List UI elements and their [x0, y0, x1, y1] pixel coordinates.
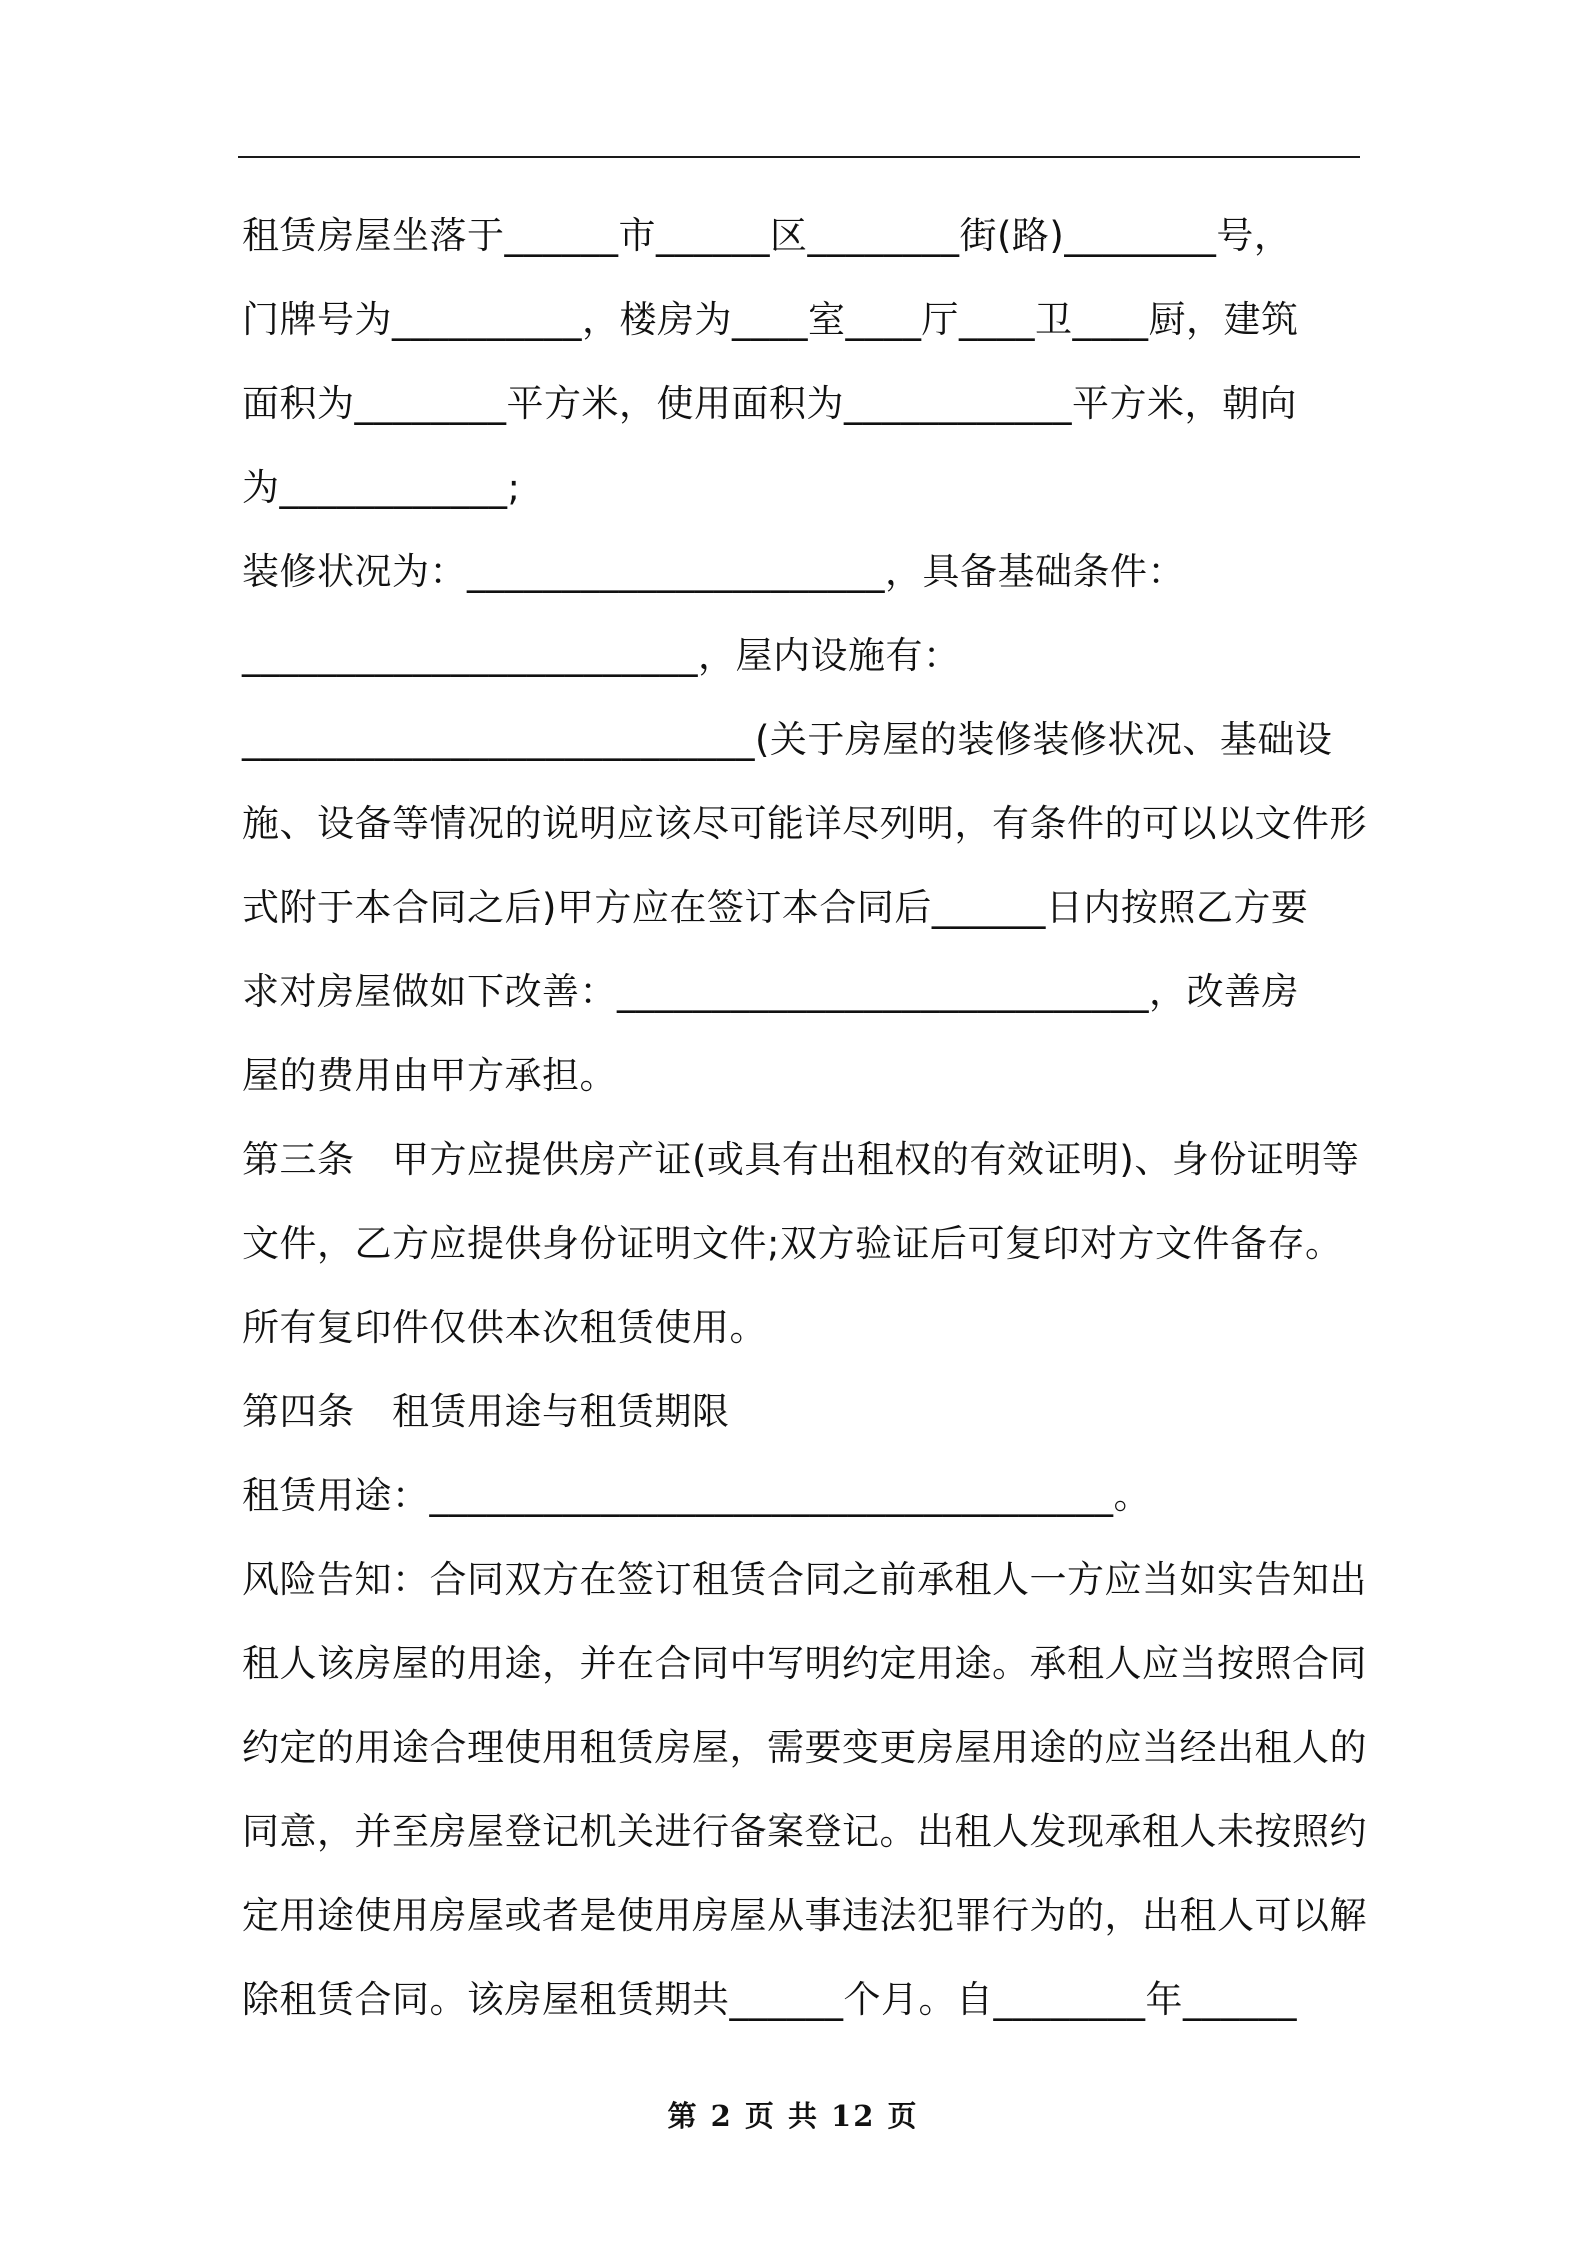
text-line: 装修状况为：______________________，具备基础条件：: [242, 550, 1185, 593]
article-4-heading: 第四条 租赁用途与租赁期限: [242, 1390, 730, 1433]
text-line: 约定的用途合理使用租赁房屋，需要变更房屋用途的应当经出租人的: [242, 1726, 1367, 1769]
text-line: 定用途使用房屋或者是使用房屋从事违法犯罪行为的，出租人可以解: [242, 1894, 1367, 1937]
text-line: 所有复印件仅供本次租赁使用。: [242, 1306, 767, 1349]
text-line: 租人该房屋的用途，并在合同中写明约定用途。承租人应当按照合同: [242, 1642, 1367, 1685]
text-line: 文件，乙方应提供身份证明文件;双方验证后可复印对方文件备存。: [242, 1222, 1343, 1265]
risk-notice-line: 风险告知：合同双方在签订租赁合同之前承租人一方应当如实告知出: [242, 1558, 1367, 1601]
text-line: 除租赁合同。该房屋租赁期共______个月。自________年______: [242, 1978, 1297, 2021]
text-line: 面积为________平方米，使用面积为____________平方米，朝向: [242, 382, 1297, 425]
text-line: 为____________;: [242, 466, 521, 509]
text-line: 式附于本合同之后)甲方应在签订本合同后______日内按照乙方要: [242, 886, 1309, 929]
text-line: ___________________________(关于房屋的装修装修状况、基础设: [242, 718, 1333, 761]
text-line: 屋的费用由甲方承担。: [242, 1054, 617, 1097]
header-divider: [238, 156, 1360, 158]
article-3-line: 第三条 甲方应提供房产证(或具有出租权的有效证明)、身份证明等: [242, 1138, 1360, 1181]
text-line: 租赁用途：____________________________________。: [242, 1474, 1151, 1517]
text-line: 租赁房屋坐落于______市______区________街(路)________号，: [242, 214, 1292, 257]
text-line: ________________________，屋内设施有：: [242, 634, 961, 677]
text-line: 同意，并至房屋登记机关进行备案登记。出租人发现承租人未按照约: [242, 1810, 1367, 1853]
text-line: 求对房屋做如下改善：____________________________，改善房: [242, 970, 1299, 1013]
text-line: 门牌号为__________，楼房为____室____厅____卫____厨，建筑: [242, 298, 1299, 341]
document-body: [242, 194, 1367, 2042]
text-line: 施、设备等情况的说明应该尽可能详尽列明，有条件的可以以文件形: [242, 802, 1367, 845]
page-number-footer: 第 2 页 共 12 页: [667, 2099, 919, 2133]
